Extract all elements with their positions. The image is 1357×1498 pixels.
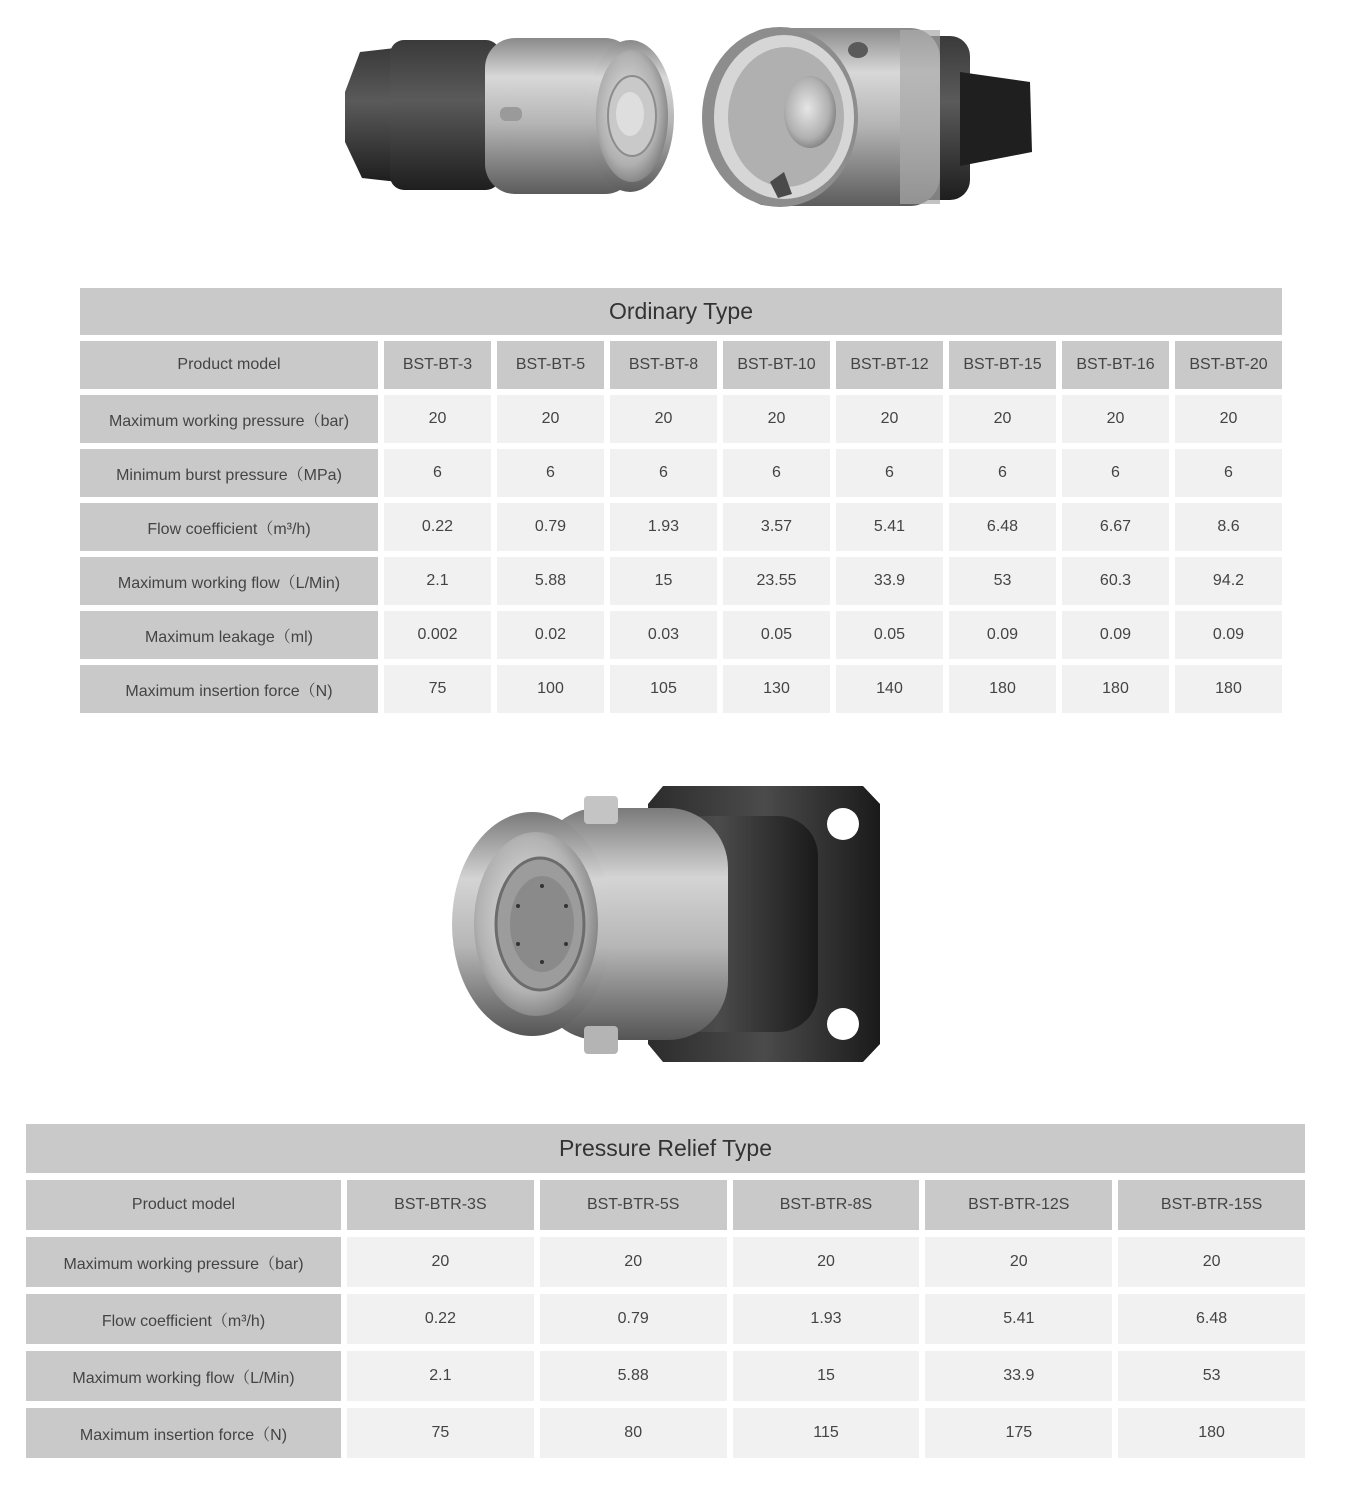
relief-model: BST-BTR-8S xyxy=(733,1180,920,1230)
value-cell: 6 xyxy=(610,449,717,497)
coupling-pair-photo xyxy=(340,22,1040,212)
value-cell: 0.09 xyxy=(949,611,1056,659)
relief-header-row xyxy=(26,1180,1305,1230)
pressure-relief-coupling-photo xyxy=(448,782,884,1066)
ordinary-row-max-working-pressure xyxy=(80,395,1282,443)
relief-row-max-working-pressure xyxy=(26,1237,1305,1287)
value-cell: 6 xyxy=(497,449,604,497)
value-cell: 75 xyxy=(384,665,491,713)
relief-model: BST-BTR-15S xyxy=(1118,1180,1305,1230)
value-cell: 130 xyxy=(723,665,830,713)
value-cell: 0.05 xyxy=(723,611,830,659)
value-cell: 3.57 xyxy=(723,503,830,551)
value-cell: 20 xyxy=(497,395,604,443)
value-cell: 175 xyxy=(925,1408,1112,1458)
value-cell: 0.09 xyxy=(1175,611,1282,659)
relief-model: BST-BTR-5S xyxy=(540,1180,727,1230)
value-cell: 23.55 xyxy=(723,557,830,605)
row-label: Maximum leakage（ml) xyxy=(80,611,378,659)
row-label: Flow coefficient（m³/h) xyxy=(26,1294,341,1344)
value-cell: 1.93 xyxy=(733,1294,920,1344)
value-cell: 5.88 xyxy=(540,1351,727,1401)
ordinary-model: BST-BT-3 xyxy=(384,341,491,389)
value-cell: 6 xyxy=(1175,449,1282,497)
value-cell: 20 xyxy=(1062,395,1169,443)
value-cell: 15 xyxy=(610,557,717,605)
ordinary-type-title: Ordinary Type xyxy=(80,288,1282,335)
value-cell: 6.67 xyxy=(1062,503,1169,551)
value-cell: 20 xyxy=(384,395,491,443)
row-label: Maximum working pressure（bar) xyxy=(80,395,378,443)
value-cell: 0.22 xyxy=(384,503,491,551)
value-cell: 53 xyxy=(1118,1351,1305,1401)
value-cell: 180 xyxy=(1175,665,1282,713)
value-cell: 180 xyxy=(1062,665,1169,713)
ordinary-row-max-insertion-force xyxy=(80,665,1282,713)
value-cell: 2.1 xyxy=(384,557,491,605)
pressure-relief-type-title: Pressure Relief Type xyxy=(26,1124,1305,1173)
ordinary-header-label: Product model xyxy=(80,341,378,389)
relief-row-max-working-flow xyxy=(26,1351,1305,1401)
value-cell: 20 xyxy=(610,395,717,443)
value-cell: 94.2 xyxy=(1175,557,1282,605)
value-cell: 0.79 xyxy=(540,1294,727,1344)
ordinary-model: BST-BT-8 xyxy=(610,341,717,389)
ordinary-row-max-working-flow xyxy=(80,557,1282,605)
pressure-relief-coupling-illustration xyxy=(448,782,884,1066)
relief-header-label: Product model xyxy=(26,1180,341,1230)
value-cell: 20 xyxy=(540,1237,727,1287)
ordinary-row-max-leakage xyxy=(80,611,1282,659)
relief-row-max-insertion-force xyxy=(26,1408,1305,1458)
value-cell: 20 xyxy=(1118,1237,1305,1287)
value-cell: 6 xyxy=(836,449,943,497)
value-cell: 15 xyxy=(733,1351,920,1401)
value-cell: 180 xyxy=(949,665,1056,713)
value-cell: 2.1 xyxy=(347,1351,534,1401)
value-cell: 53 xyxy=(949,557,1056,605)
value-cell: 0.002 xyxy=(384,611,491,659)
value-cell: 20 xyxy=(347,1237,534,1287)
row-label: Maximum insertion force（N) xyxy=(80,665,378,713)
value-cell: 0.22 xyxy=(347,1294,534,1344)
ordinary-type-spec-table xyxy=(74,282,1288,719)
value-cell: 115 xyxy=(733,1408,920,1458)
ordinary-header-row xyxy=(80,341,1282,389)
ordinary-model: BST-BT-10 xyxy=(723,341,830,389)
value-cell: 0.03 xyxy=(610,611,717,659)
value-cell: 33.9 xyxy=(836,557,943,605)
value-cell: 75 xyxy=(347,1408,534,1458)
coupling-pair-illustration xyxy=(340,22,1040,212)
row-label: Maximum working pressure（bar) xyxy=(26,1237,341,1287)
value-cell: 5.41 xyxy=(836,503,943,551)
value-cell: 6 xyxy=(723,449,830,497)
value-cell: 6 xyxy=(384,449,491,497)
value-cell: 80 xyxy=(540,1408,727,1458)
value-cell: 5.41 xyxy=(925,1294,1112,1344)
ordinary-model: BST-BT-15 xyxy=(949,341,1056,389)
relief-model: BST-BTR-3S xyxy=(347,1180,534,1230)
value-cell: 0.09 xyxy=(1062,611,1169,659)
value-cell: 6 xyxy=(1062,449,1169,497)
value-cell: 33.9 xyxy=(925,1351,1112,1401)
value-cell: 20 xyxy=(723,395,830,443)
ordinary-row-min-burst-pressure xyxy=(80,449,1282,497)
row-label: Maximum working flow（L/Min) xyxy=(80,557,378,605)
ordinary-model: BST-BT-12 xyxy=(836,341,943,389)
value-cell: 20 xyxy=(1175,395,1282,443)
value-cell: 20 xyxy=(949,395,1056,443)
value-cell: 180 xyxy=(1118,1408,1305,1458)
value-cell: 0.79 xyxy=(497,503,604,551)
row-label: Minimum burst pressure（MPa) xyxy=(80,449,378,497)
pressure-relief-type-spec-table xyxy=(20,1117,1311,1465)
value-cell: 60.3 xyxy=(1062,557,1169,605)
value-cell: 8.6 xyxy=(1175,503,1282,551)
value-cell: 20 xyxy=(925,1237,1112,1287)
value-cell: 5.88 xyxy=(497,557,604,605)
value-cell: 0.05 xyxy=(836,611,943,659)
ordinary-model: BST-BT-5 xyxy=(497,341,604,389)
value-cell: 0.02 xyxy=(497,611,604,659)
value-cell: 100 xyxy=(497,665,604,713)
ordinary-model: BST-BT-20 xyxy=(1175,341,1282,389)
value-cell: 105 xyxy=(610,665,717,713)
ordinary-model: BST-BT-16 xyxy=(1062,341,1169,389)
relief-row-flow-coefficient xyxy=(26,1294,1305,1344)
row-label: Maximum working flow（L/Min) xyxy=(26,1351,341,1401)
row-label: Flow coefficient（m³/h) xyxy=(80,503,378,551)
value-cell: 140 xyxy=(836,665,943,713)
value-cell: 20 xyxy=(836,395,943,443)
value-cell: 6.48 xyxy=(1118,1294,1305,1344)
value-cell: 6.48 xyxy=(949,503,1056,551)
row-label: Maximum insertion force（N) xyxy=(26,1408,341,1458)
ordinary-row-flow-coefficient xyxy=(80,503,1282,551)
value-cell: 1.93 xyxy=(610,503,717,551)
value-cell: 6 xyxy=(949,449,1056,497)
relief-model: BST-BTR-12S xyxy=(925,1180,1112,1230)
value-cell: 20 xyxy=(733,1237,920,1287)
